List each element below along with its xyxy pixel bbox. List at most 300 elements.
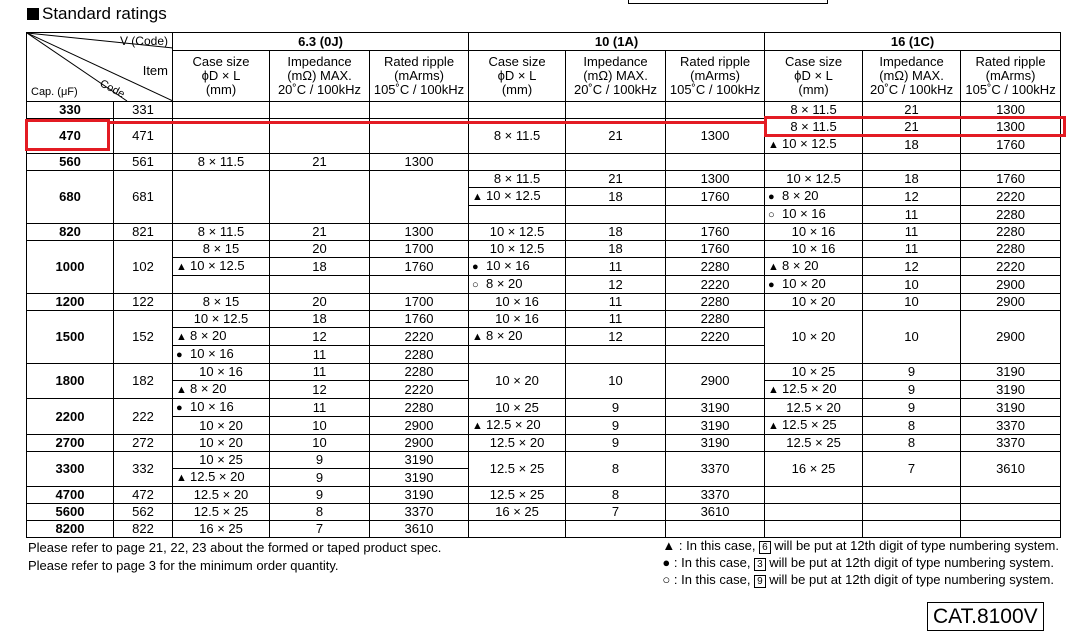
cap-cell: 330	[27, 102, 114, 119]
impedance-cell	[863, 504, 961, 521]
case-size-cell: 10 × 20	[469, 364, 566, 399]
filled-circle-icon: ●	[472, 261, 479, 273]
cap-cell: 8200	[27, 521, 114, 538]
highlight-470-cap	[25, 119, 110, 151]
impedance-cell: 8	[566, 452, 666, 487]
ripple-cell: 3370	[666, 487, 765, 504]
ripple-cell: 2280	[370, 346, 469, 364]
case-size-text: 8 × 20	[190, 328, 227, 343]
case-size-text: 8 × 20	[486, 276, 523, 291]
case-size-cell: 10 × 25	[765, 364, 863, 381]
case-size-cell	[765, 381, 863, 399]
case-size-cell	[173, 469, 270, 487]
ripple-cell: 3190	[666, 417, 765, 435]
case-size-cell	[765, 136, 863, 154]
ripple-cell: 3370	[961, 417, 1061, 435]
cap-label: Cap. (μF)	[31, 86, 78, 98]
filled-circle-icon: ●	[176, 402, 183, 414]
case-size-cell: 10 × 20	[173, 417, 270, 435]
vcode-label: V (Code)	[119, 34, 168, 48]
code-cell: 272	[114, 435, 173, 452]
case-size-cell: 10 × 20	[173, 435, 270, 452]
case-size-cell: 10 × 25	[469, 399, 566, 417]
ripple-cell: 3190	[370, 487, 469, 504]
ripple-cell: 2280	[961, 206, 1061, 224]
case-size-cell: 10 × 12.5	[469, 224, 566, 241]
case-size-text: 12.5 × 20	[486, 417, 541, 432]
ripple-cell: 2280	[961, 241, 1061, 258]
ripple-cell: 2900	[370, 435, 469, 452]
case-size-text: 10 × 16	[782, 206, 826, 221]
impedance-cell	[270, 276, 370, 294]
ripple-cell	[961, 487, 1061, 504]
legend-text: will be put at 12th digit of type numbering system.	[765, 555, 1054, 570]
case-size-cell	[469, 328, 566, 346]
table-row	[27, 504, 1061, 521]
impedance-cell: 18	[566, 241, 666, 258]
impedance-cell: 11	[863, 241, 961, 258]
impedance-cell: 20	[270, 294, 370, 311]
table-row	[27, 171, 1061, 188]
impedance-cell: 21	[863, 119, 961, 136]
triangle-icon: ▲	[768, 261, 779, 273]
triangle-icon: ▲	[176, 331, 187, 343]
triangle-icon: ▲	[472, 420, 483, 432]
column-header: Case size ϕD × L (mm)	[173, 51, 270, 102]
triangle-icon: ▲	[176, 472, 187, 484]
cap-cell: 1500	[27, 311, 114, 364]
case-size-text: 12.5 × 20	[190, 469, 245, 484]
cap-cell: 1000	[27, 241, 114, 294]
ripple-cell: 2900	[666, 364, 765, 399]
legend-text: : In this case,	[670, 572, 755, 587]
ripple-cell: 1700	[370, 241, 469, 258]
cap-cell: 1200	[27, 294, 114, 311]
case-size-text: 12.5 × 25	[782, 417, 837, 432]
ripple-cell	[961, 504, 1061, 521]
ripple-cell: 2280	[666, 294, 765, 311]
code-cell: 562	[114, 504, 173, 521]
case-size-text: 8 × 20	[782, 258, 819, 273]
triangle-icon: ▲	[768, 420, 779, 432]
case-size-cell: 8 × 11.5	[173, 154, 270, 171]
case-size-cell: 8 × 15	[173, 241, 270, 258]
legend-text: : In this case,	[675, 538, 760, 553]
ripple-cell: 3190	[961, 364, 1061, 381]
impedance-cell: 21	[863, 102, 961, 119]
case-size-cell	[469, 258, 566, 276]
ripple-cell: 2220	[961, 188, 1061, 206]
case-size-cell: 10 × 12.5	[469, 241, 566, 258]
impedance-cell	[863, 521, 961, 538]
case-size-text: 10 × 12.5	[486, 188, 541, 203]
case-size-cell: 8 × 11.5	[173, 224, 270, 241]
case-size-cell	[469, 346, 566, 364]
ripple-cell: 1300	[666, 119, 765, 154]
case-size-cell	[765, 258, 863, 276]
impedance-cell: 21	[270, 154, 370, 171]
case-size-cell	[765, 417, 863, 435]
impedance-cell	[566, 346, 666, 364]
impedance-cell: 10	[566, 364, 666, 399]
ripple-cell: 1760	[961, 171, 1061, 188]
impedance-cell: 11	[270, 399, 370, 417]
ripple-cell	[666, 521, 765, 538]
table-row	[27, 311, 1061, 328]
case-size-cell: 10 × 16	[765, 241, 863, 258]
impedance-cell: 12	[566, 328, 666, 346]
case-size-cell	[765, 521, 863, 538]
table-row	[27, 521, 1061, 538]
catalog-number: CAT.8100V	[927, 602, 1044, 631]
ripple-cell	[666, 206, 765, 224]
column-header: Rated ripple (mArms) 105˚C / 100kHz	[370, 51, 469, 102]
ripple-cell	[370, 171, 469, 224]
ripple-cell: 1700	[370, 294, 469, 311]
note-formed-taped: Please refer to page 21, 22, 23 about the formed or taped product spec.	[28, 540, 442, 555]
column-header: Impedance (mΩ) MAX. 20˚C / 100kHz	[566, 51, 666, 102]
impedance-cell: 11	[566, 294, 666, 311]
case-size-cell	[765, 276, 863, 294]
note-min-order: Please refer to page 3 for the minimum order quantity.	[28, 558, 339, 573]
legend-item	[662, 554, 1059, 571]
ripple-cell: 2220	[370, 328, 469, 346]
voltage-group-1: 10 (1A)	[469, 33, 765, 51]
case-size-text: 10 × 16	[190, 346, 234, 361]
case-size-cell: 10 × 20	[765, 294, 863, 311]
impedance-cell: 18	[270, 258, 370, 276]
cap-cell: 3300	[27, 452, 114, 487]
impedance-cell: 11	[566, 311, 666, 328]
ripple-cell	[370, 102, 469, 119]
ripple-cell: 2280	[370, 364, 469, 381]
ripple-cell: 3190	[961, 399, 1061, 417]
impedance-cell	[863, 487, 961, 504]
case-size-cell	[173, 102, 270, 119]
case-size-cell	[173, 399, 270, 417]
case-size-cell: 8 × 11.5	[765, 102, 863, 119]
triangle-icon: ▲	[472, 191, 483, 203]
impedance-cell: 7	[566, 504, 666, 521]
table-row	[27, 399, 1061, 417]
code-cell: 182	[114, 364, 173, 399]
case-size-cell	[765, 188, 863, 206]
impedance-cell	[566, 206, 666, 224]
case-size-cell: 12.5 × 25	[469, 487, 566, 504]
impedance-cell: 18	[566, 224, 666, 241]
triangle-icon: ▲	[768, 384, 779, 396]
ripple-cell: 2900	[961, 276, 1061, 294]
impedance-cell: 9	[863, 364, 961, 381]
impedance-cell	[566, 521, 666, 538]
filled-circle-icon: ●	[768, 191, 775, 203]
case-size-cell	[765, 206, 863, 224]
case-size-cell: 8 × 15	[173, 294, 270, 311]
item-label: Item	[142, 63, 168, 78]
ripple-cell: 3370	[961, 435, 1061, 452]
code-cell: 152	[114, 311, 173, 364]
code-cell: 332	[114, 452, 173, 487]
impedance-cell: 10	[863, 276, 961, 294]
case-size-cell	[469, 206, 566, 224]
cap-cell: 2200	[27, 399, 114, 435]
filled-circle-icon: ●	[768, 279, 775, 291]
impedance-cell: 10	[863, 311, 961, 364]
ripple-cell: 3370	[666, 452, 765, 487]
column-header: Impedance (mΩ) MAX. 20˚C / 100kHz	[270, 51, 370, 102]
code-cell: 122	[114, 294, 173, 311]
triangle-icon: ▲	[662, 538, 676, 553]
impedance-cell: 11	[863, 224, 961, 241]
cap-cell: 680	[27, 171, 114, 224]
ripple-cell: 1300	[370, 154, 469, 171]
ripple-cell: 2900	[370, 417, 469, 435]
case-size-text: 10 × 20	[782, 276, 826, 291]
black-square-icon	[27, 8, 39, 20]
impedance-cell: 12	[566, 276, 666, 294]
table-row	[27, 224, 1061, 241]
column-header: Rated ripple (mArms) 105˚C / 100kHz	[961, 51, 1061, 102]
impedance-cell: 18	[863, 171, 961, 188]
ripple-cell: 1760	[666, 224, 765, 241]
impedance-cell: 9	[863, 399, 961, 417]
case-size-cell: 10 × 16	[469, 294, 566, 311]
column-header: Case size ϕD × L (mm)	[765, 51, 863, 102]
case-size-cell: 10 × 16	[173, 364, 270, 381]
code-cell: 821	[114, 224, 173, 241]
table-row	[27, 364, 1061, 381]
open-circle-icon: ○	[472, 279, 479, 291]
case-size-cell	[765, 154, 863, 171]
cap-cell: 5600	[27, 504, 114, 521]
impedance-cell: 20	[270, 241, 370, 258]
notes	[28, 539, 441, 575]
impedance-cell: 8	[270, 504, 370, 521]
case-size-cell	[765, 487, 863, 504]
case-size-text: 8 × 20	[486, 328, 523, 343]
top-frame	[628, 0, 828, 4]
ripple-cell	[666, 154, 765, 171]
table-row	[27, 435, 1061, 452]
ripple-cell: 2280	[370, 399, 469, 417]
table-row	[27, 487, 1061, 504]
impedance-cell: 9	[270, 469, 370, 487]
legend-text: : In this case,	[670, 555, 755, 570]
section-title	[27, 4, 167, 24]
ratings-table	[26, 32, 1061, 538]
table-row	[27, 258, 1061, 276]
ripple-cell: 3610	[961, 452, 1061, 487]
case-size-cell	[469, 188, 566, 206]
impedance-cell: 11	[270, 364, 370, 381]
impedance-cell: 18	[270, 311, 370, 328]
impedance-cell: 9	[566, 417, 666, 435]
impedance-cell: 7	[270, 521, 370, 538]
impedance-cell	[566, 102, 666, 119]
case-size-cell: 10 × 16	[469, 311, 566, 328]
highlight-line	[110, 121, 764, 124]
code-cell: 681	[114, 171, 173, 224]
case-size-cell: 10 × 16	[765, 224, 863, 241]
ripple-cell: 1760	[370, 258, 469, 276]
case-size-cell	[173, 258, 270, 276]
case-size-cell: 8 × 11.5	[469, 171, 566, 188]
impedance-cell: 12	[270, 328, 370, 346]
triangle-icon: ▲	[176, 261, 187, 273]
impedance-cell: 21	[270, 224, 370, 241]
ripple-cell: 1760	[961, 136, 1061, 154]
table-row	[27, 241, 1061, 258]
case-size-cell: 16 × 25	[469, 504, 566, 521]
legend-text: will be put at 12th digit of type numbering system.	[770, 538, 1059, 553]
legend	[662, 537, 1059, 588]
impedance-cell: 12	[863, 258, 961, 276]
digit-box: 3	[754, 558, 766, 571]
case-size-cell	[173, 381, 270, 399]
ripple-cell: 3190	[370, 452, 469, 469]
impedance-cell: 8	[566, 487, 666, 504]
case-size-cell	[469, 521, 566, 538]
code-cell: 471	[114, 119, 173, 154]
ripple-cell: 2280	[666, 311, 765, 328]
code-label: Code	[97, 77, 127, 101]
case-size-cell: 16 × 25	[173, 521, 270, 538]
ripple-cell: 2900	[961, 311, 1061, 364]
triangle-icon: ▲	[176, 384, 187, 396]
case-size-cell: 10 × 25	[173, 452, 270, 469]
impedance-cell: 12	[863, 188, 961, 206]
impedance-cell: 10	[270, 417, 370, 435]
voltage-group-0: 6.3 (0J)	[173, 33, 469, 51]
triangle-icon: ▲	[472, 331, 483, 343]
impedance-cell	[270, 102, 370, 119]
case-size-cell	[469, 102, 566, 119]
digit-box: 9	[754, 575, 766, 588]
digit-box: 6	[759, 541, 771, 554]
impedance-cell	[270, 171, 370, 224]
ripple-cell: 3190	[961, 381, 1061, 399]
cap-cell: 560	[27, 154, 114, 171]
case-size-cell	[173, 171, 270, 224]
ripple-cell: 1300	[666, 171, 765, 188]
ripple-cell: 2220	[961, 258, 1061, 276]
code-cell: 822	[114, 521, 173, 538]
case-size-cell: 12.5 × 25	[469, 452, 566, 487]
ripple-cell: 1760	[666, 188, 765, 206]
case-size-text: 10 × 16	[486, 258, 530, 273]
ripple-cell: 2280	[666, 258, 765, 276]
ripple-cell	[370, 276, 469, 294]
impedance-cell: 9	[270, 487, 370, 504]
impedance-cell	[566, 154, 666, 171]
table-row	[27, 154, 1061, 171]
case-size-text: 8 × 20	[782, 188, 819, 203]
ripple-cell: 3190	[666, 435, 765, 452]
case-size-cell: 8 × 11.5	[765, 119, 863, 136]
code-cell: 561	[114, 154, 173, 171]
case-size-cell	[469, 276, 566, 294]
highlight-470-row-16v	[764, 116, 1066, 137]
legend-item	[662, 571, 1059, 588]
ripple-cell: 1300	[370, 224, 469, 241]
ripple-cell: 3190	[370, 469, 469, 487]
case-size-cell: 12.5 × 20	[765, 399, 863, 417]
case-size-cell	[173, 276, 270, 294]
ripple-cell: 1760	[666, 241, 765, 258]
impedance-cell: 8	[863, 435, 961, 452]
voltage-group-2: 16 (1C)	[765, 33, 1061, 51]
cap-cell: 2700	[27, 435, 114, 452]
case-size-cell	[469, 154, 566, 171]
case-size-cell	[765, 504, 863, 521]
case-size-cell: 16 × 25	[765, 452, 863, 487]
case-size-text: 10 × 12.5	[782, 136, 837, 151]
impedance-cell: 11	[863, 206, 961, 224]
impedance-cell: 21	[566, 171, 666, 188]
case-size-cell: 12.5 × 25	[173, 504, 270, 521]
filled-circle-icon: ●	[662, 555, 671, 570]
impedance-cell: 12	[270, 381, 370, 399]
cap-cell: 1800	[27, 364, 114, 399]
cap-cell: 4700	[27, 487, 114, 504]
ripple-cell: 2220	[370, 381, 469, 399]
column-header: Impedance (mΩ) MAX. 20˚C / 100kHz	[863, 51, 961, 102]
ripple-cell: 2220	[666, 328, 765, 346]
impedance-cell: 9	[566, 399, 666, 417]
case-size-text: 8 × 20	[190, 381, 227, 396]
table-row	[27, 417, 1061, 435]
impedance-cell: 9	[863, 381, 961, 399]
ripple-cell: 1300	[961, 102, 1061, 119]
ripple-cell: 2280	[961, 224, 1061, 241]
ripple-cell: 2900	[961, 294, 1061, 311]
code-cell: 472	[114, 487, 173, 504]
impedance-cell: 9	[566, 435, 666, 452]
section-title-text: Standard ratings	[42, 4, 167, 23]
impedance-cell: 10	[863, 294, 961, 311]
case-size-cell: 10 × 12.5	[173, 311, 270, 328]
case-size-text: 10 × 12.5	[190, 258, 245, 273]
column-header: Rated ripple (mArms) 105˚C / 100kHz	[666, 51, 765, 102]
impedance-cell: 18	[566, 188, 666, 206]
ripple-cell: 3610	[666, 504, 765, 521]
case-size-cell: 10 × 12.5	[765, 171, 863, 188]
code-cell: 102	[114, 241, 173, 294]
cap-cell: 470	[27, 119, 114, 154]
case-size-cell	[173, 328, 270, 346]
legend-text: will be put at 12th digit of type numbering system.	[765, 572, 1054, 587]
code-cell: 222	[114, 399, 173, 435]
column-header: Case size ϕD × L (mm)	[469, 51, 566, 102]
table-row	[27, 294, 1061, 311]
open-circle-icon: ○	[768, 209, 775, 221]
ripple-cell: 2220	[666, 276, 765, 294]
legend-item	[662, 537, 1059, 554]
case-size-cell	[469, 417, 566, 435]
impedance-cell: 8	[863, 417, 961, 435]
table-row	[27, 452, 1061, 469]
ripple-cell	[666, 346, 765, 364]
impedance-cell: 11	[270, 346, 370, 364]
impedance-cell: 10	[270, 435, 370, 452]
impedance-cell: 7	[863, 452, 961, 487]
ripple-cell: 3190	[666, 399, 765, 417]
triangle-icon: ▲	[768, 139, 779, 151]
ripple-cell: 3370	[370, 504, 469, 521]
filled-circle-icon: ●	[176, 349, 183, 361]
ripple-cell	[666, 102, 765, 119]
table-row	[27, 276, 1061, 294]
